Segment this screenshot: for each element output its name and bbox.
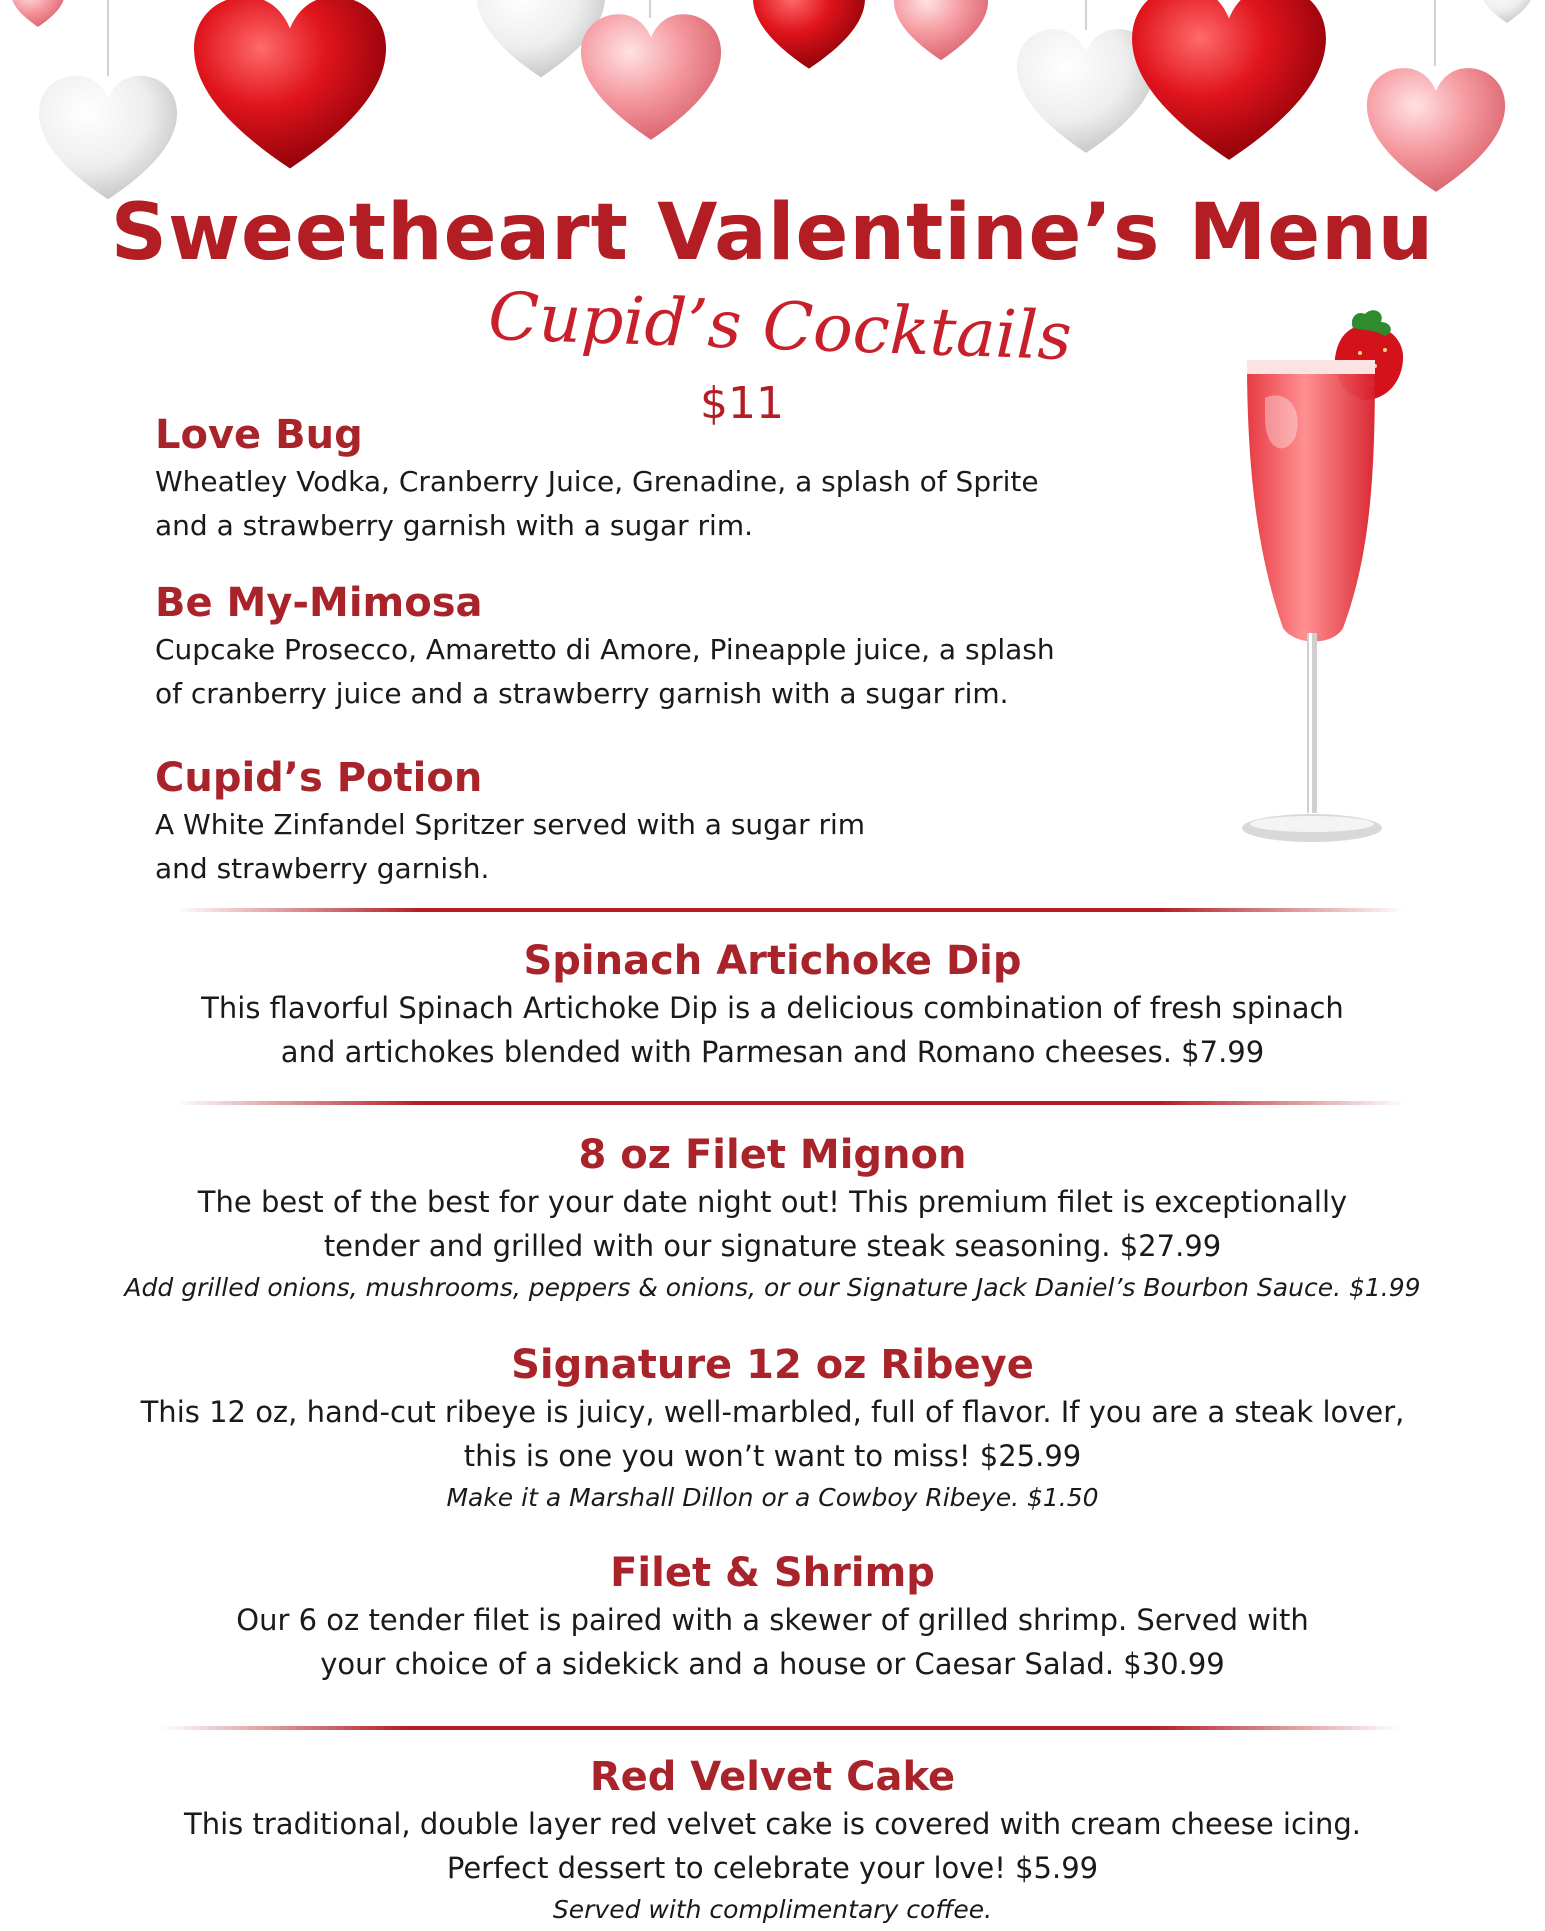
heart-icon <box>36 70 180 205</box>
cocktail-description: A White Zinfandel Spritzer served with a sugar rim <box>155 808 866 841</box>
cocktail-description: of cranberry juice and a strawberry garnish with a sugar rim. <box>155 677 1009 710</box>
menu-item-description: This flavorful Spinach Artichoke Dip is a delicious combination of fresh spinach <box>201 991 1344 1025</box>
cocktail-name: Be My-Mimosa <box>155 580 483 626</box>
menu-item-name: 8 oz Filet Mignon <box>578 1132 967 1178</box>
menu-item-description: Our 6 oz tender filet is paired with a skewer of grilled shrimp. Served with <box>236 1603 1309 1637</box>
menu-item-description: This traditional, double layer red velvet cake is covered with cream cheese icing. <box>184 1807 1361 1841</box>
menu-item <box>0 1752 1545 1930</box>
cocktail-description: and strawberry garnish. <box>155 852 490 885</box>
menu-item-addon-note: Make it a Marshall Dillon or a Cowboy Ribeye. $1.50 <box>446 1483 1099 1512</box>
menu-item-description: your choice of a sidekick and a house or Caesar Salad. $30.99 <box>320 1647 1225 1681</box>
cocktails-heading: Cupid’s Cocktails <box>487 277 1073 376</box>
cocktail-item <box>155 410 1175 548</box>
menu-title: Sweetheart Valentine’s Menu <box>110 188 1435 278</box>
cocktail-description: and a strawberry garnish with a sugar rim. <box>155 509 753 542</box>
menu-item-name: Signature 12 oz Ribeye <box>511 1342 1034 1388</box>
cocktail-description: Wheatley Vodka, Cranberry Juice, Grenadine, a splash of Sprite <box>155 465 1039 498</box>
cocktail-name: Love Bug <box>155 412 363 458</box>
menu-item-description: This 12 oz, hand-cut ribeye is juicy, well-marbled, full of flavor. If you are a steak lover, <box>140 1395 1405 1429</box>
heart-icon <box>1128 0 1330 168</box>
menu-item-description: this is one you won’t want to miss! $25.99 <box>463 1439 1082 1473</box>
menu-item <box>0 1548 1545 1686</box>
heart-icon <box>740 0 878 71</box>
cocktail-glass-icon <box>1225 288 1425 868</box>
heart-icon <box>0 0 76 28</box>
menu-item-description: tender and grilled with our signature steak seasoning. $27.99 <box>323 1229 1222 1263</box>
menu-item-name: Red Velvet Cake <box>589 1754 956 1800</box>
menu-item-name: Spinach Artichoke Dip <box>523 938 1022 984</box>
menu-item <box>0 936 1545 1074</box>
cocktail-name: Cupid’s Potion <box>155 755 483 801</box>
section-divider <box>175 1100 1405 1106</box>
cocktails-price: $11 <box>700 378 784 429</box>
heart-icon <box>1466 0 1545 24</box>
cocktail-item <box>155 578 1175 716</box>
menu-item <box>0 1340 1545 1518</box>
heart-icon <box>190 0 390 175</box>
section-divider <box>175 907 1405 913</box>
menu-item-addon-note: Served with complimentary coffee. <box>552 1895 993 1924</box>
menu-item-addon-note: Add grilled onions, mushrooms, peppers & onions, or our Signature Jack Daniel’s Bourbon Sauce. $1.99 <box>124 1273 1421 1302</box>
menu-item-description: The best of the best for your date night out! This premium filet is exceptionally <box>197 1185 1348 1219</box>
menu-item-description: and artichokes blended with Parmesan and Romano cheeses. $7.99 <box>280 1035 1265 1069</box>
menu-item-description: Perfect dessert to celebrate your love! $5.99 <box>446 1851 1099 1885</box>
menu-item-name: Filet & Shrimp <box>610 1550 935 1596</box>
cocktail-description: Cupcake Prosecco, Amaretto di Amore, Pineapple juice, a splash <box>155 633 1055 666</box>
cocktail-item <box>155 753 1175 891</box>
heart-icon <box>1364 60 1508 200</box>
heart-icon <box>578 8 724 146</box>
heart-icon <box>892 0 990 66</box>
section-divider <box>160 1725 1400 1731</box>
menu-item <box>0 1130 1545 1308</box>
